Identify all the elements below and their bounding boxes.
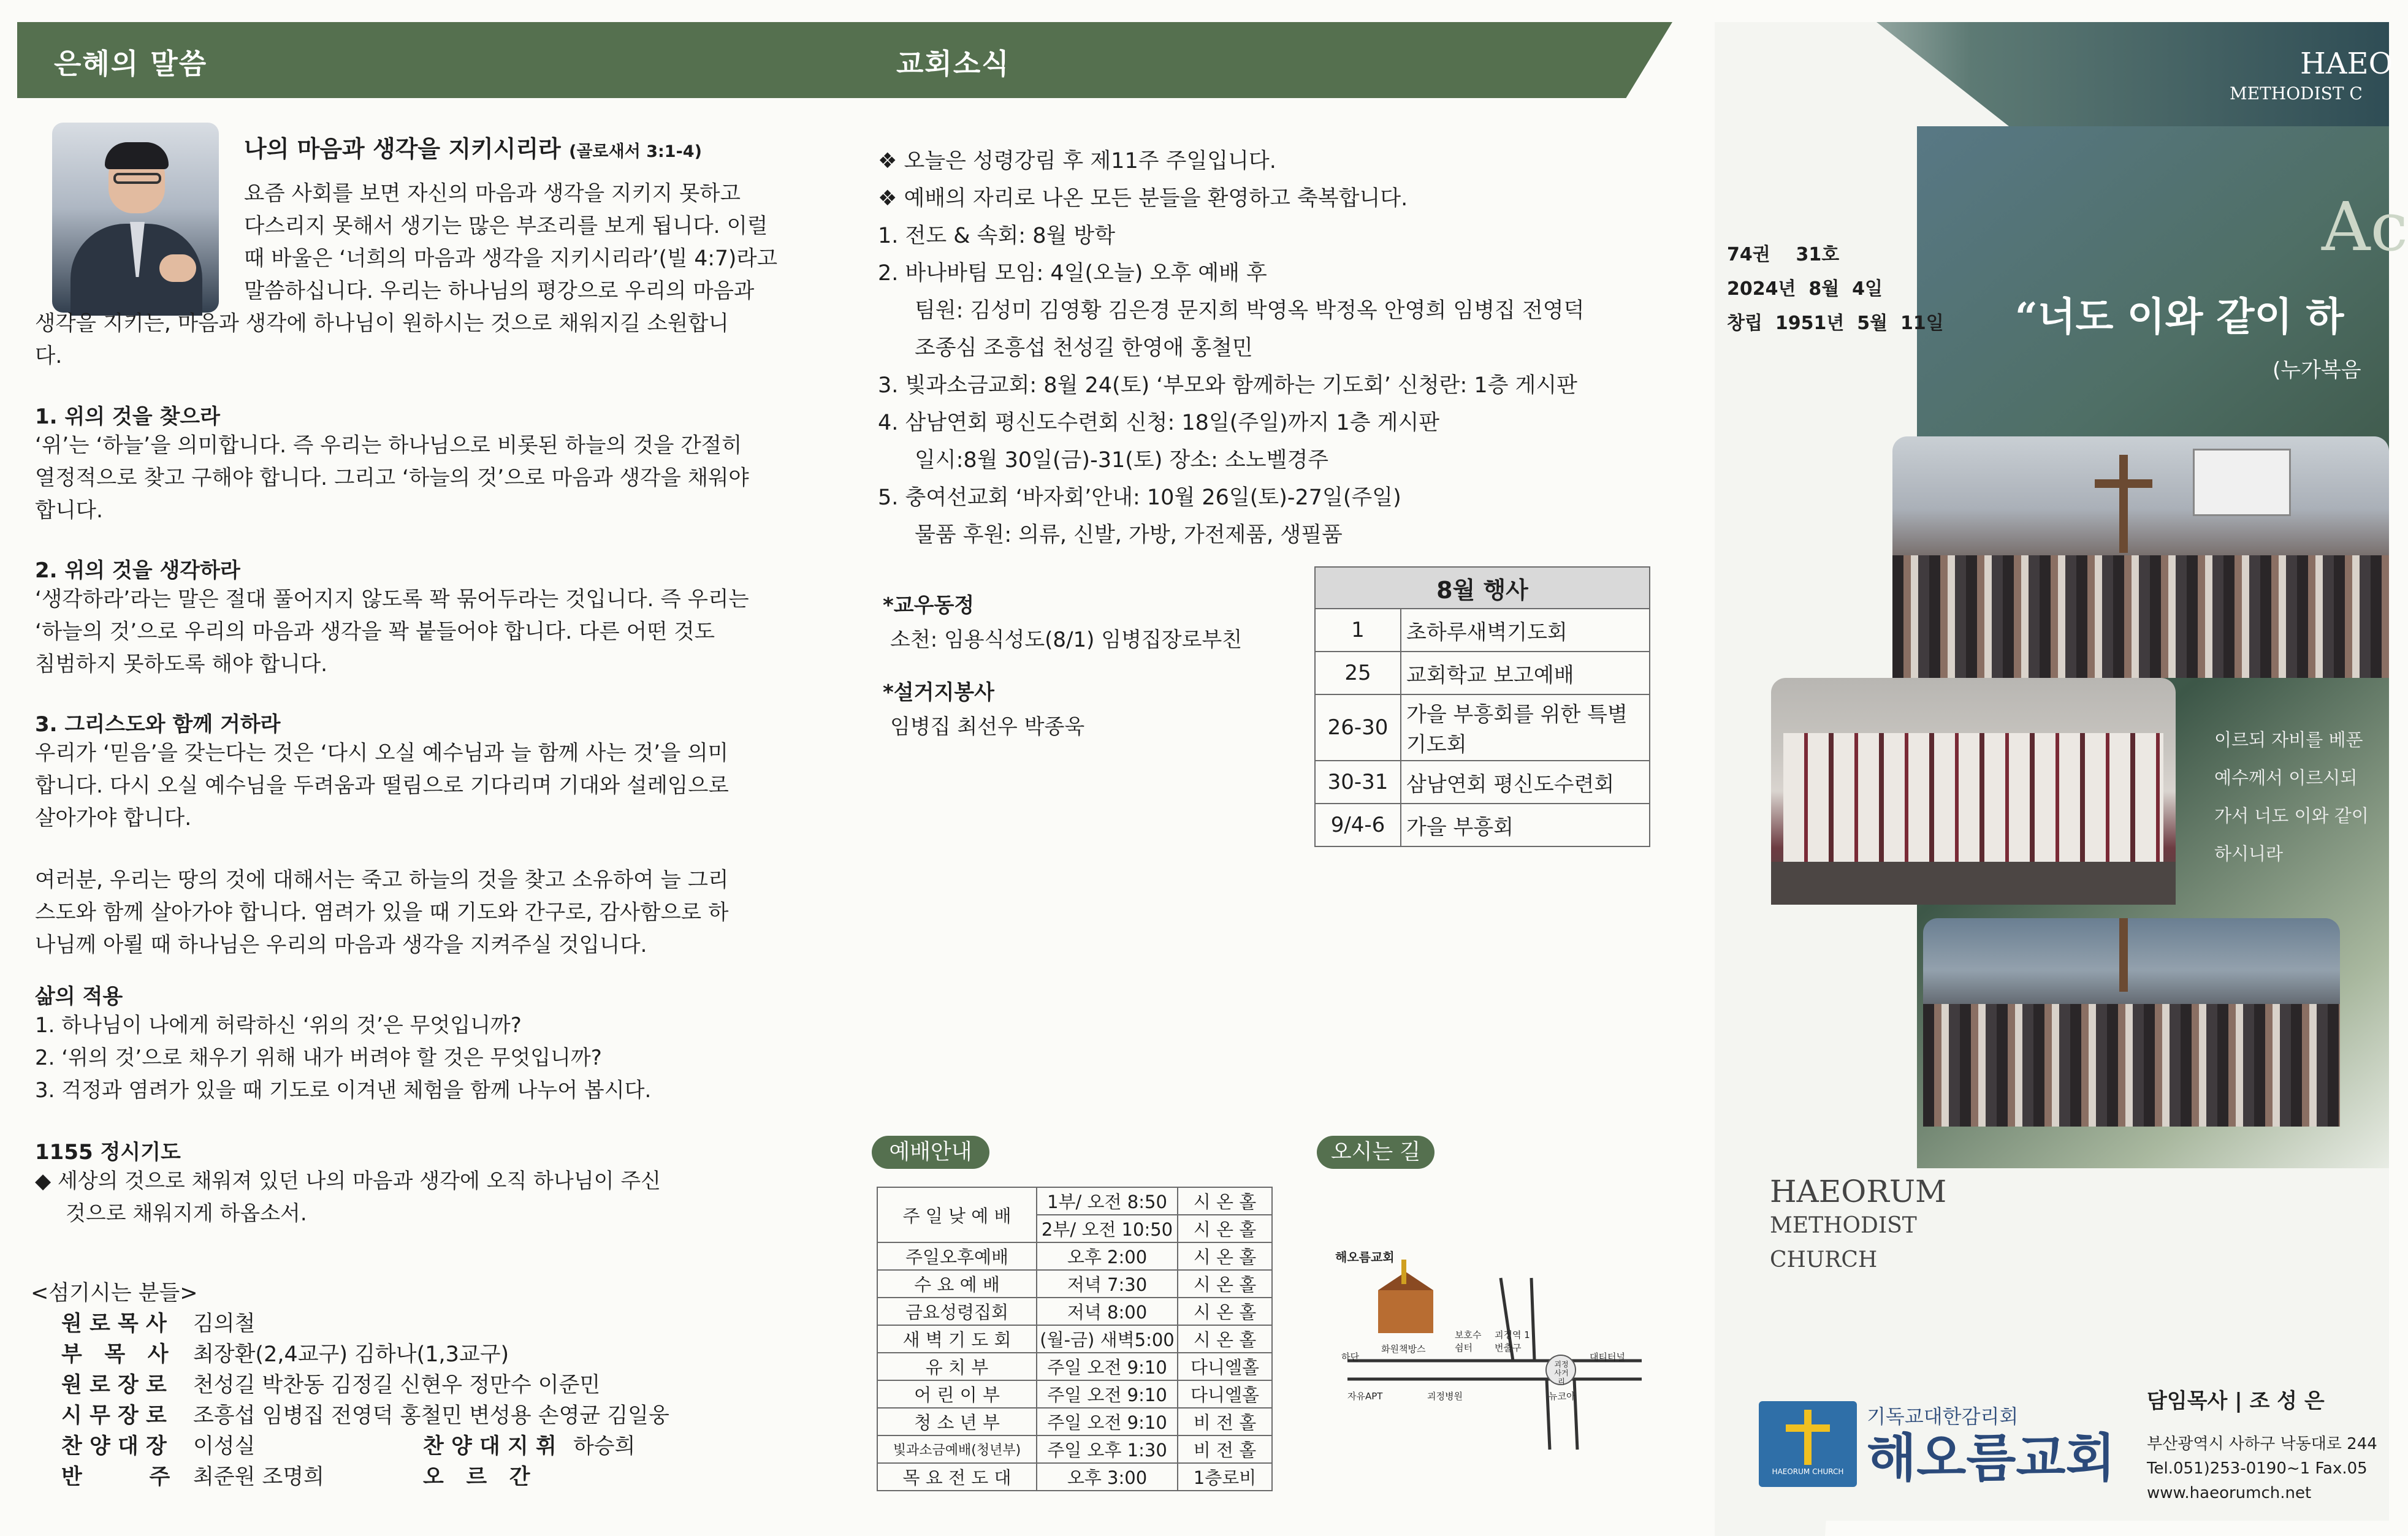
church-contact	[2147, 1432, 2377, 1505]
map-label: 괴정병원	[1427, 1391, 1463, 1402]
life-application: 삶의 적용 1. 하나님이 나에게 허락하신 ‘위의 것’은 무엇입니까? 2. ‘위의 것’으로 채우기 위해 내가 버려야 할 것은 무엇입니까? 3. 걱정과 염려가 있을 때 기도로 이겨낸 체험을 함께 나누어 봅시다.	[35, 984, 652, 1103]
church-news-list: ❖ 오늘은 성령강림 후 제11주 주일입니다. ❖ 예배의 자리로 나온 모든 분들을 환영하고 축복합니다. 1. 전도 & 속회: 8월 방학 2. 바나바팀 모임: 4일(오늘) 오후 예배 후 팀원: 김성미 김영황 김은경 문지희 박영옥 박정옥 안영희 임병집 전영덕 조종심 조흥섭 천성길 한영애 홍철민 3. 빛과소금교회: 8월 24(토) ‘부모와 함께하는 기도회’ 신청란: 1층 게시판 4. 삼남연회 평신도수련회 신청: 18일(주일)까지 1층 게시판 일시:8월 30일(금)-31(토) 장소: 소노벨경주 5. 충여선교회 ‘바자회’안내: 10월 26일(토)-27일(주일) 물품 후원: 의류, 신발, 가방, 가전제품, 생필품	[878, 149, 1585, 547]
senior-pastor: 담임목사 | 조 성 은	[2147, 1389, 2325, 1413]
congregation-photo	[1892, 436, 2389, 678]
sermon-intro-cont: 생각을 지키는, 마음과 생각에 하나님이 원하시는 것으로 채워지길 소원합니 다.	[35, 311, 729, 368]
map-label: 화원책방스	[1381, 1344, 1426, 1355]
cover-theme-reference: (누가복음	[2273, 358, 2361, 382]
servants-heading: <섬기시는 분들>	[31, 1281, 198, 1306]
pastor-photo	[52, 123, 219, 313]
sermon-closing: 여러분, 우리는 땅의 것에 대해서는 죽고 하늘의 것을 찾고 소유하여 늘 그리 스도와 함께 살아가야 합니다. 염려가 있을 때 기도와 간구로, 감사함으로 하 나님께 아뢸 때 하나님은 우리의 마음과 생각을 지켜주실 것입니다.	[35, 868, 729, 957]
worship-schedule-table: 주 일 낮 예 배 1부/ 오전 8:50 시 온 홀 2부/ 오전 10:50 시 온 홀 주일오후예배 오후 2:00 시 온 홀 수 요 예 배 저녁 7:30 시 온 홀 금요성령집회 저녁 8:00 시 온 홀 새 벽 기 도 회 (월-금) 새벽5:00 시 온 홀 유 치 부 주일 오전 9:10 다니엘홀 어 린 이 부 주일 오전 9:10 다니엘홀 청 소 년 부 주일 오전 9:10 비 전 홀 빛과소금예배(청년부) 주일 오후 1:30 비 전 홀 목 요 전 도 대 오후 3:00 1층로비	[877, 1187, 1273, 1491]
member-news: *교우동정 소천: 임용식성도(8/1) 임병집장로부친 *설거지봉사 임병집 최선우 박종욱	[883, 593, 1243, 739]
church-emblem-icon	[1759, 1401, 1857, 1487]
map-church-label: 해오름교회	[1335, 1250, 1395, 1264]
cover-verse: 이르되 자비를 베푼 예수께서 이르시되 가서 너도 이와 같이 하시니라	[2214, 729, 2369, 864]
denomination: 기독교대한감리회	[1867, 1405, 2019, 1428]
sermon-point-2: 2. 위의 것을 생각하라 ‘생각하라’라는 말은 절대 풀어지지 않도록 꽉 묶어두라는 것입니다. 즉 우리는 ‘하늘의 것’으로 우리의 마음과 생각을 꽉 붙들어야 합니다. 다른 어떤 것도 침범하지 못하도록 해야 합니다.	[35, 558, 749, 677]
map-label: 대티터널	[1590, 1352, 1625, 1363]
directions-label: 오시는 길	[1317, 1136, 1435, 1169]
sermon-intro: 요즘 사회를 보면 자신의 마음과 생각을 지키지 못하고 다스리지 못해서 생기는 많은 부조리를 보게 됩니다. 이럴 때 바울은 ‘너희의 마음과 생각을 지키시리라’(빌 4:7)라고 말씀하십니다. 우리는 하나님의 평강으로 우리의 마음과	[244, 181, 778, 303]
issue-info: 74권 31호 2024년 8월 4일 창립 1951년 5월 11일	[1727, 244, 1944, 334]
map-label: 하단	[1341, 1352, 1359, 1363]
worship-guide-label: 예배안내	[872, 1136, 989, 1169]
cover-subtitle: METHODIST C	[2230, 83, 2363, 104]
youth-photo	[1923, 918, 2340, 1127]
website: www.haeorumch.net	[2147, 1484, 2312, 1502]
address: 부산광역시 사하구 낙동대로 244	[2147, 1435, 2377, 1453]
section-title-grace: 은혜의 말씀	[54, 47, 208, 80]
section-title-news: 교회소식	[896, 47, 1010, 80]
telephone: Tel.051)253-0190~1 Fax.05	[2147, 1459, 2368, 1478]
map-label: 자유APT	[1347, 1391, 1383, 1402]
emblem-text: HAEORUM CHURCH	[1772, 1467, 1844, 1476]
sermon-point-3: 3. 그리스도와 함께 거하라 우리가 ‘믿음’을 갖는다는 것은 ‘다시 오실 예수님과 늘 함께 사는 것’을 의미 합니다. 다시 오실 예수님을 두려움과 떨림으로 기다리며 기대와 설레임으로 살아가야 합니다.	[35, 712, 729, 831]
sermon-title: 나의 마음과 생각을 지키시리라 (골로새서 3:1-4)	[244, 135, 702, 162]
cover-big-text: Ac	[2322, 188, 2408, 266]
sermon-reference: (골로새서 3:1-4)	[569, 142, 702, 161]
header-band	[17, 22, 1672, 98]
bulletin-cover	[1715, 22, 2408, 1521]
cover-title: HAEO	[2300, 47, 2393, 81]
events-title: 8월 행사	[1315, 567, 1650, 609]
august-events-table: 8월 행사 1 초하루새벽기도회 25 교회학교 보고예배 26-30 가을 부흥회를 위한 특별기도회 30-31 삼남연회 평신도수련회 9/4-6 가을 부흥회	[1314, 566, 1650, 847]
sermon-point-1: 1. 위의 것을 찾으라 ‘위’는 ‘하늘’을 의미합니다. 즉 우리는 하나님으로 비롯된 하늘의 것을 간절히 열정적으로 찾고 구해야 합니다. 그리고 ‘하늘의 것’으로 마음과 생각을 채워야 합니다.	[35, 405, 749, 523]
map-label: 뉴코아	[1549, 1391, 1575, 1402]
map-drawing	[1335, 1247, 1654, 1486]
cover-theme: “너도 이와 같이 하	[2015, 294, 2344, 340]
map-label: 괴정 사거리	[1554, 1360, 1569, 1386]
servants-list: <섬기시는 분들> 원 로 목 사 김의철 부 목 사 최장환(2,4교구) 김하나(1,3교구) 원 로 장 로 천성길 박찬동 김정길 신현우 정만수 이준민 시 무 장 로 조흥섭 임병집 전영덕 홍철민 변성용 손영균 김일웅 찬 양 대 장 이성실 찬 양 대 지 휘 하승희 반 주 최준원 조명희 오 르 간	[31, 1278, 669, 1492]
choir-photo	[1771, 678, 2176, 905]
church-name: 해오름교회	[1867, 1428, 2116, 1488]
map-label: 보호수 쉼터	[1455, 1329, 1482, 1353]
hourly-prayer: 1155 정시기도 ◆ 세상의 것으로 채워져 있던 나의 마음과 생각에 오직 하나님이 주신 것으로 채워지게 하옵소서.	[35, 1140, 661, 1226]
map-label: 괴정역 1번출구	[1495, 1329, 1530, 1353]
location-map	[1335, 1247, 1654, 1486]
cover-logo-text: HAEORUM METHODIST CHURCH	[1770, 1174, 1947, 1272]
